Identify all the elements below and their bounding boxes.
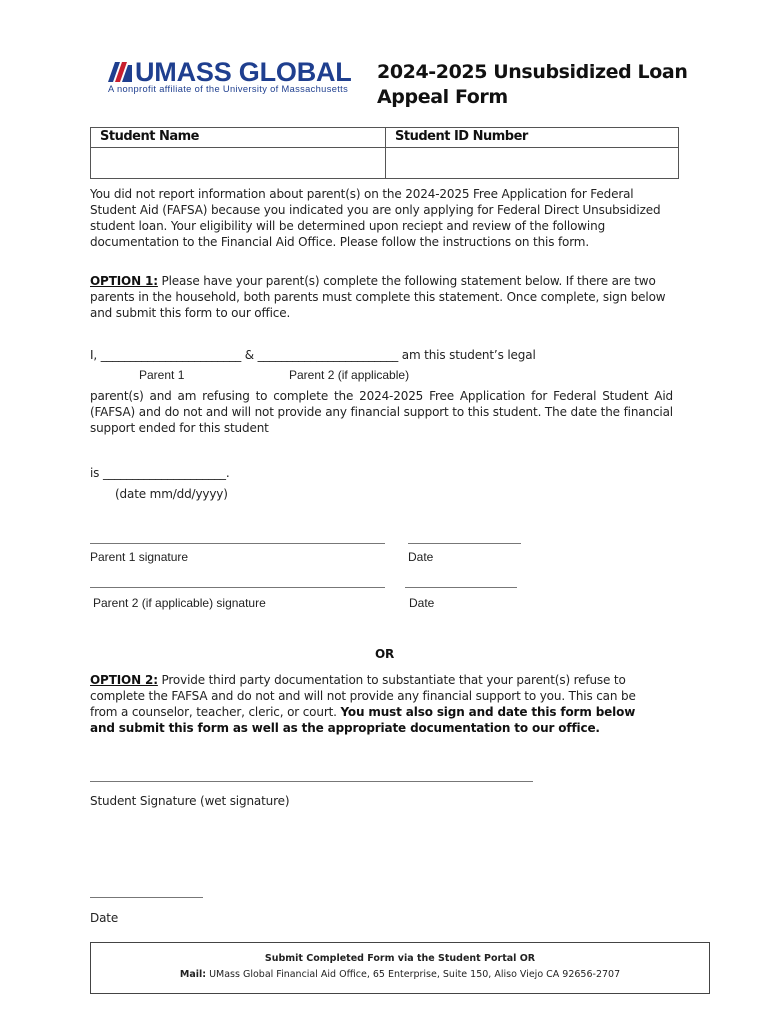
student-date-line[interactable] xyxy=(90,897,203,898)
student-name-header: Student Name xyxy=(100,129,199,144)
statement-line xyxy=(90,347,690,363)
statement-ampersand: & xyxy=(241,348,258,362)
student-signature-label: Student Signature (wet signature) xyxy=(90,794,290,808)
mail-address-line xyxy=(91,967,709,983)
or-divider: OR xyxy=(375,647,395,661)
date-format-hint: (date mm/dd/yyyy) xyxy=(115,487,228,501)
statement-body: parent(s) and am refusing to complete the 2024-2025 Free Application for Federal Student Aid (FAFSA) and do not and will not provide any financial support to this student. The date the financial support ended for this student xyxy=(90,389,673,435)
parent1-name-blank[interactable]: ________________________ xyxy=(100,348,242,362)
support-end-date-blank[interactable]: _____________________ xyxy=(102,466,226,480)
title-line-1: 2024-2025 Unsubsidized Loan xyxy=(377,61,688,83)
parent2-signature-line[interactable] xyxy=(90,587,385,588)
option2-bold-text: You must also sign and date this form below and submit this form as well as the appropriate documentation to our office. xyxy=(90,705,636,735)
parent2-signature-label: Parent 2 (if applicable) signature xyxy=(93,596,266,610)
parent1-caption: Parent 1 xyxy=(139,368,185,382)
option1-label: OPTION 1: xyxy=(90,274,158,288)
student-id-header: Student ID Number xyxy=(395,129,528,144)
option1-text: Please have your parent(s) complete the following statement below. If there are two parents in the household, both parents must complete this statement. Once complete, sign below and submit this form to our office. xyxy=(90,274,666,320)
parent2-date-line[interactable] xyxy=(405,587,517,588)
parent1-signature-line[interactable] xyxy=(90,543,385,544)
mail-address: UMass Global Financial Aid Office, 65 Enterprise, Suite 150, Aliso Viejo CA 92656-2707 xyxy=(206,969,621,980)
student-info-table xyxy=(90,127,679,179)
is-prefix: is xyxy=(90,466,103,480)
parent1-date-label: Date xyxy=(408,550,434,564)
logo-tagline: A nonprofit affiliate of the University of Massachusetts xyxy=(108,84,349,94)
logo-name: UMASS GLOBAL xyxy=(135,57,352,87)
page-title xyxy=(377,60,707,110)
submit-instructions: Submit Completed Form via the Student Portal OR xyxy=(264,953,536,964)
parent2-caption: Parent 2 (if applicable) xyxy=(289,368,410,382)
student-info-divider xyxy=(385,128,386,178)
student-signature-line[interactable] xyxy=(90,781,533,782)
submission-instructions-box xyxy=(90,942,710,994)
option2-text: Provide third party documentation to substantiate that your parent(s) refuse to complete the FAFSA and do not and will not provide any financial support to you. This can be from a counselor, teacher, cleric, or court. xyxy=(90,673,636,719)
statement-prefix: I, xyxy=(90,348,101,362)
student-name-field[interactable] xyxy=(93,148,383,178)
parent2-name-blank[interactable]: ________________________ xyxy=(257,348,399,362)
option1-paragraph xyxy=(90,273,675,321)
parent1-date-line[interactable] xyxy=(408,543,521,544)
option2-paragraph xyxy=(90,672,650,736)
support-end-date-line xyxy=(90,465,229,481)
is-suffix: . xyxy=(225,466,230,480)
parent1-signature-label: Parent 1 signature xyxy=(90,550,189,564)
student-date-label: Date xyxy=(90,911,119,925)
parent2-date-label: Date xyxy=(409,596,435,610)
option2-label: OPTION 2: xyxy=(90,673,158,687)
student-id-field[interactable] xyxy=(387,148,677,178)
intro-paragraph: You did not report information about parent(s) on the 2024-2025 Free Application for Federal Student Aid (FAFSA) because you indicated you are only applying for Federal Direct Unsubsidized student loan. Your eligibility will be determined upon reciept and review of the following documentation to the Financial Aid Office. Please follow the instructions on this form. xyxy=(90,187,661,249)
umass-global-logo-mark-icon xyxy=(108,62,132,82)
statement-suffix: am this student’s legal xyxy=(398,348,536,362)
title-line-2: Appeal Form xyxy=(377,86,508,108)
mail-label: Mail: xyxy=(179,969,207,980)
